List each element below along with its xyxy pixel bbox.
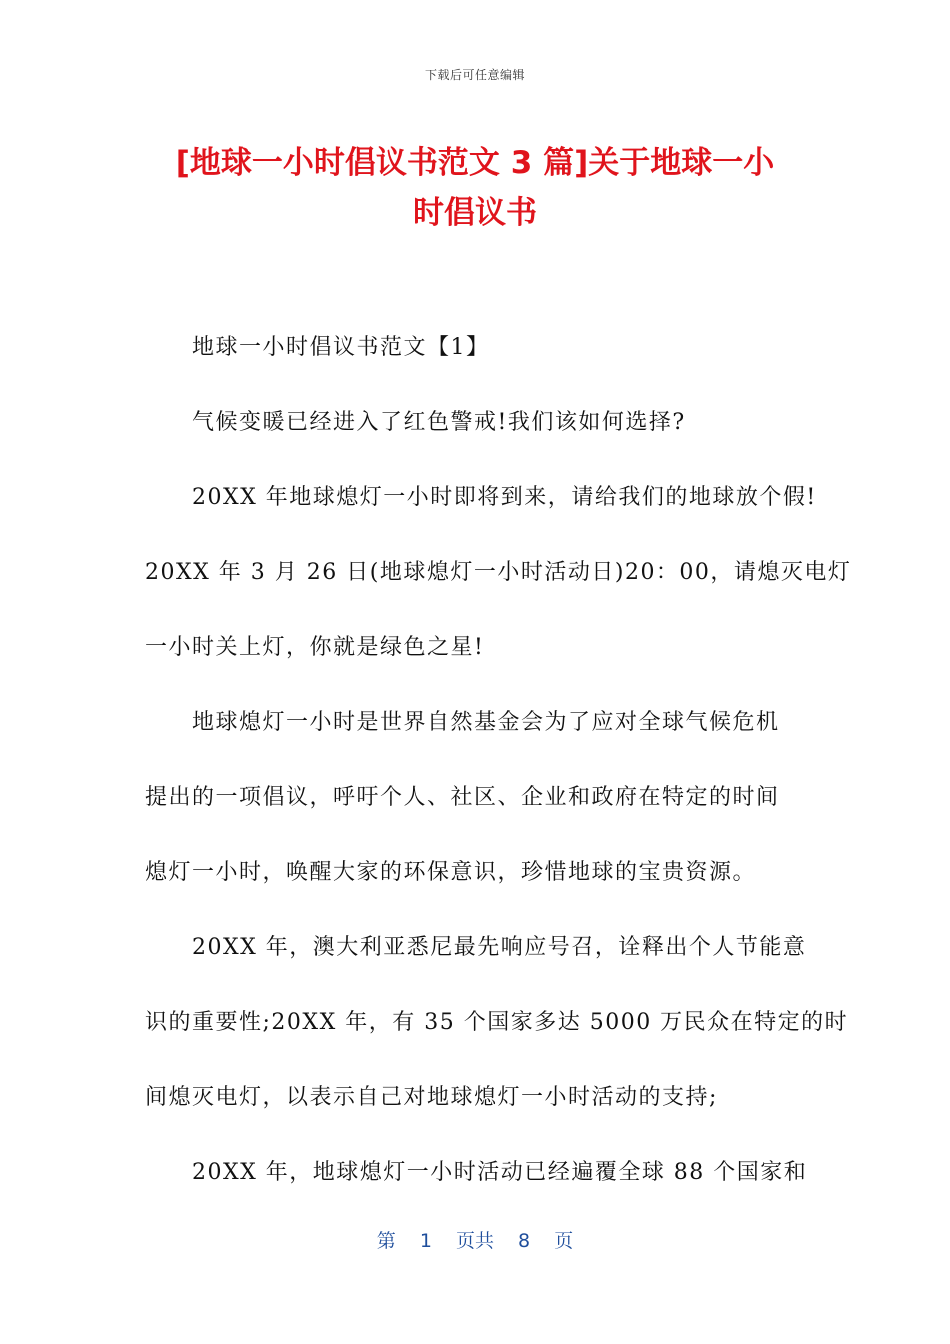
paragraph-line: 地球熄灯一小时是世界自然基金会为了应对全球气候危机 bbox=[192, 710, 780, 735]
page-footer bbox=[0, 1226, 950, 1253]
paragraph-line: 气候变暖已经进入了红色警戒!我们该如何选择? bbox=[192, 410, 686, 435]
page-middle: 页共 bbox=[455, 1230, 494, 1252]
paragraph-line: 间熄灭电灯，以表示自己对地球熄灯一小时活动的支持; bbox=[145, 1085, 718, 1110]
paragraph-line: 20XX 年，地球熄灯一小时活动已经遍覆全球 88 个国家和 bbox=[192, 1160, 808, 1185]
document-title bbox=[150, 138, 800, 238]
paragraph-line: 提出的一项倡议，呼吁个人、社区、企业和政府在特定的时间 bbox=[145, 785, 780, 810]
page-total: 8 bbox=[518, 1230, 531, 1252]
paragraph-line: 一小时关上灯，你就是绿色之星! bbox=[145, 635, 485, 660]
paragraph-line: 20XX 年，澳大利亚悉尼最先响应号召，诠释出个人节能意 bbox=[192, 935, 807, 960]
section-heading: 地球一小时倡议书范文【1】 bbox=[192, 335, 490, 360]
header-note: 下载后可任意编辑 bbox=[424, 68, 525, 82]
page-current: 1 bbox=[419, 1230, 432, 1252]
paragraph-line: 熄灯一小时，唤醒大家的环保意识，珍惜地球的宝贵资源。 bbox=[145, 860, 757, 885]
page-prefix: 第 bbox=[376, 1230, 396, 1252]
paragraph-line: 20XX 年 3 月 26 日(地球熄灯一小时活动日)20：00，请熄灭电灯 bbox=[145, 560, 852, 585]
title-line-1: [地球一小时倡议书范文 3 篇]关于地球一小 bbox=[175, 145, 775, 181]
page-suffix: 页 bbox=[554, 1230, 574, 1252]
paragraph-line: 识的重要性;20XX 年，有 35 个国家多达 5000 万民众在特定的时 bbox=[145, 1010, 849, 1035]
title-line-2: 时倡议书 bbox=[413, 195, 537, 231]
paragraph-line: 20XX 年地球熄灯一小时即将到来，请给我们的地球放个假! bbox=[192, 485, 817, 510]
